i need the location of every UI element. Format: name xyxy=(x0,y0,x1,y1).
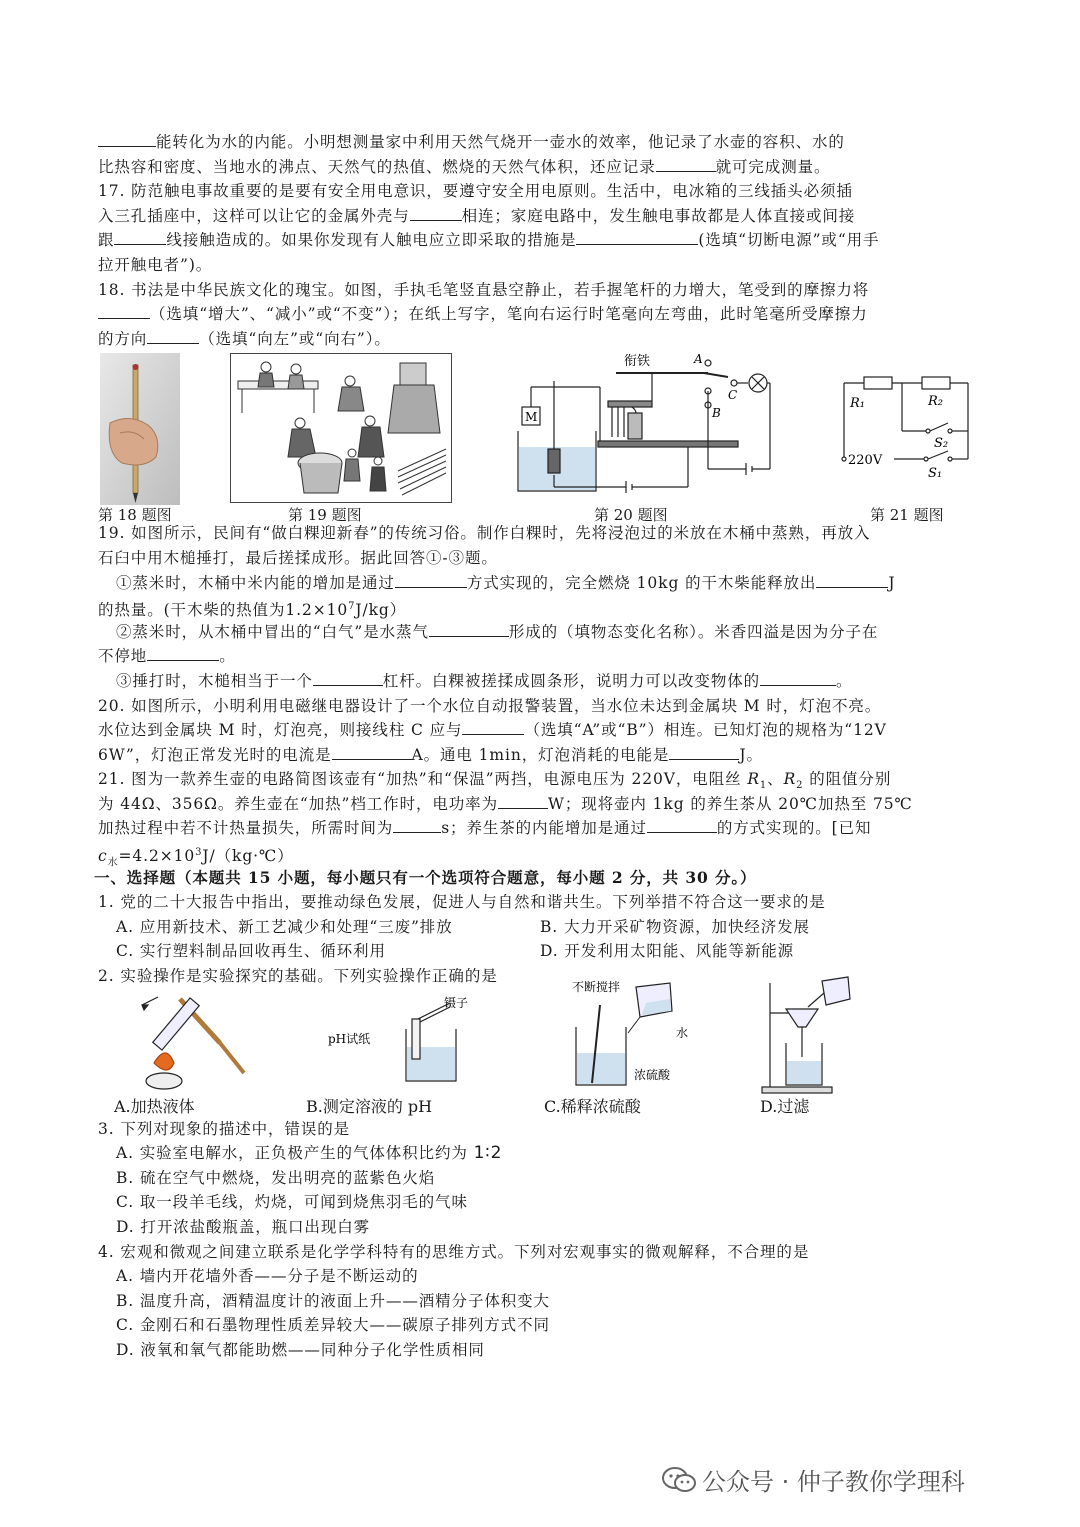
answer-blank[interactable] xyxy=(816,571,888,588)
q19-text: ） xyxy=(389,601,407,620)
q19-text: 不停地 xyxy=(98,647,148,666)
q19-text: J xyxy=(888,573,896,592)
q20-text: 20. 如图所示，小明利用电磁继电器设计了一个水位自动报警装置，当水位未达到金属块 M 时，灯泡不亮。 xyxy=(98,696,882,715)
fig21-kettle-circuit xyxy=(836,371,976,481)
fig20-label-m: M xyxy=(525,410,538,425)
c2-label-acid: 浓硫酸 xyxy=(634,1067,671,1082)
q18-line-2 xyxy=(98,302,988,327)
answer-blank[interactable] xyxy=(98,130,156,147)
heat-exponent: 7 xyxy=(348,601,356,613)
fig21-label-voltage: 220V xyxy=(848,453,883,469)
c4-option-b[interactable]: B. 温度升高，酒精温度计的液面上升——酒精分子体积变大 xyxy=(116,1291,550,1310)
answer-blank[interactable] xyxy=(395,571,467,588)
q18-text: 18. 书法是中华民族文化的瑰宝。如图，手执毛笔竖直悬空静止，若手握笔杆的力增大，笔受到的摩擦力将 xyxy=(98,280,870,299)
c1-stem: 1. 党的二十大报告中指出，要推动绿色发展，促进人与自然和谐共生。下列举措不符合这一要求的是 xyxy=(98,893,826,912)
c3-option-c[interactable]: C. 取一段羊毛线，灼烧，可闻到烧焦羽毛的气味 xyxy=(116,1193,468,1212)
q20-text: A。通电 1min，灯泡消耗的电能是 xyxy=(411,745,670,764)
fig18-brush-photo xyxy=(100,353,180,505)
answer-blank[interactable] xyxy=(647,816,717,833)
q21-text: 21. 图为一款养生壶的电路简图该壶有“加热”和“保温”两挡，电源电压为 220V，电阻丝 xyxy=(98,770,748,789)
wechat-icon xyxy=(662,1466,696,1500)
q18-text: （选填“向左”或“向右”）。 xyxy=(199,329,391,348)
c2-label-ph-paper: pH试纸 xyxy=(328,1031,371,1046)
q17-line-1 xyxy=(98,179,988,204)
fig20-label-armature: 衔铁 xyxy=(624,354,651,370)
answer-blank[interactable] xyxy=(114,228,166,245)
q21-line-3 xyxy=(98,816,988,841)
c1-option-d[interactable]: D. 开发利用太阳能、风能等新能源 xyxy=(540,942,795,961)
answer-blank[interactable] xyxy=(393,816,441,833)
q20-line-3 xyxy=(98,743,988,768)
answer-blank[interactable] xyxy=(429,620,509,637)
fig20-relay-circuit xyxy=(508,351,780,501)
q20-text: 6W”，灯泡正常发光时的电流是 xyxy=(98,745,332,764)
q17-text: 相连；家庭电路中，发生触电事故都是人体直接或间接 xyxy=(461,206,856,225)
q17-text: (选填“切断电源”或“用手 xyxy=(698,231,880,250)
q21-text: s；养生茶的内能增加是通过 xyxy=(441,819,647,838)
q19-sub2-line-2 xyxy=(98,644,988,669)
q19-text: 形成的（填物态变化名称）。米香四溢是因为分子在 xyxy=(508,622,879,641)
fig20-label-c: C xyxy=(728,388,738,403)
c4-stem: 4. 宏观和微观之间建立联系是化学学科特有的思维方式。下列对宏观事实的微观解释，不合理的是 xyxy=(98,1242,810,1261)
q21-text: 为 44Ω、356Ω。养生壶在“加热”档工作时，电功率为 xyxy=(98,794,498,813)
q17-text: 跟 xyxy=(98,231,115,250)
c2-option-a[interactable]: A.加热液体 xyxy=(114,1096,195,1116)
q21-text: W；现将壶内 1kg 的养生茶从 20℃加热至 75℃ xyxy=(548,794,913,813)
q17-text: 拉开触电者”)。 xyxy=(98,255,213,274)
answer-blank[interactable] xyxy=(656,155,716,172)
q17-line-4 xyxy=(98,253,988,278)
q19-line-1 xyxy=(98,521,988,546)
q19-text: 。 xyxy=(219,647,236,666)
fig20-caption: 第 20 题图 xyxy=(594,506,668,525)
answer-blank[interactable] xyxy=(313,669,383,686)
q19-sub3-line-1 xyxy=(98,669,988,694)
exam-page xyxy=(94,130,988,1363)
c2-option-d[interactable]: D.过滤 xyxy=(760,1096,810,1116)
q21-line-2 xyxy=(98,792,988,817)
fig21-caption: 第 21 题图 xyxy=(870,506,944,525)
answer-blank[interactable] xyxy=(332,743,412,760)
specific-heat-sub: 水 xyxy=(107,857,119,869)
answer-blank[interactable] xyxy=(498,792,548,809)
fig21-label-r1: R₁ xyxy=(850,396,865,412)
fig21-label-s1: S₁ xyxy=(928,466,943,482)
c3-option-a-text: A. 实验室电解水，正负极产生的气体体积比约为 xyxy=(116,1144,468,1163)
q19-text: ③捶打时，木槌相当于一个 xyxy=(116,671,313,690)
q19-text: 方式实现的，完全燃烧 10kg 的干木柴能释放出 xyxy=(466,573,817,592)
q21-text: 加热过程中若不计热量损失，所需时间为 xyxy=(98,819,394,838)
q16-line-1 xyxy=(98,130,988,155)
c2-fig-ph-test xyxy=(326,989,476,1089)
answer-blank[interactable] xyxy=(147,327,199,344)
q18-text: （选填“增大”、“减小”或“不变”）；在纸上写字，笔向右运行时笔毫向左弯曲，此时笔毫所受摩擦力 xyxy=(150,305,868,324)
answer-blank[interactable] xyxy=(410,204,462,221)
c2-fig-heating-liquid xyxy=(124,993,254,1093)
c1-options-row-1 xyxy=(98,915,988,940)
q21-line-4 xyxy=(98,841,988,869)
q19-sub2-line-1 xyxy=(98,620,988,645)
c3-stem: 3. 下列对现象的描述中，错误的是 xyxy=(98,1119,351,1138)
q19-text: ①蒸米时，木桶中米内能的增加是通过 xyxy=(116,573,395,592)
c3-option-a[interactable] xyxy=(98,1141,988,1166)
fig21-label-r2: R₂ xyxy=(928,394,943,410)
c4-option-c[interactable]: C. 金刚石和石墨物理性质差异较大——碳原子排列方式不同 xyxy=(116,1316,550,1335)
answer-blank[interactable] xyxy=(576,228,698,245)
q19-text: 石臼中用木槌捶打，最后搓揉成形。据此回答①-③题。 xyxy=(98,548,498,567)
answer-blank[interactable] xyxy=(98,302,150,319)
q21-line-1 xyxy=(98,767,988,792)
answer-blank[interactable] xyxy=(147,644,219,661)
c3-ratio: 1∶2 xyxy=(473,1143,503,1164)
c3-option-d[interactable]: D. 打开浓盐酸瓶盖，瓶口出现白雾 xyxy=(116,1218,371,1236)
q19-text: ②蒸米时，从木桶中冒出的“白气”是水蒸气 xyxy=(116,622,429,641)
fig20-label-b: B xyxy=(712,406,721,421)
c2-label-tweezers: 镊子 xyxy=(444,995,469,1010)
c2-fig-dilute-acid xyxy=(566,977,696,1089)
c2-label-stir: 不断搅拌 xyxy=(572,979,621,994)
answer-blank[interactable] xyxy=(669,743,739,760)
q18-line-1 xyxy=(98,278,988,303)
q19-sub1-line-1 xyxy=(98,571,988,596)
c2-label-water: 水 xyxy=(676,1025,689,1040)
section-title: 一、选择题（本题共 15 小题，每小题只有一个选项符合题意，每小题 2 分，共 30 分。） xyxy=(94,867,757,887)
resistor-r2: R xyxy=(783,770,797,789)
specific-heat-symbol: c xyxy=(98,847,108,866)
watermark xyxy=(662,1462,965,1500)
q20-text: J。 xyxy=(739,745,763,764)
q19-sub1-line-2 xyxy=(98,595,988,620)
q17-text: 线接触造成的。如果你发现有人触电应立即采取的措施是 xyxy=(166,231,577,250)
q20-line-2 xyxy=(98,718,988,743)
q19-text: 19. 如图所示，民间有“做白粿迎新春”的传统习俗。制作白粿时，先将浸泡过的米放在木桶中蒸熟，再放入 xyxy=(98,524,871,543)
fig20-label-a: A xyxy=(694,352,703,367)
q21-text: J/（kg·℃） xyxy=(202,847,294,866)
q17-text: 入三孔插座中，这样可以让它的金属外壳与 xyxy=(98,206,410,225)
q21-text: 的方式实现的。[已知 xyxy=(716,819,872,838)
q21-text: 的阻值分别 xyxy=(803,770,892,789)
q19-text: 杠杆。白粿被搓揉成圆条形，说明力可以改变物体的 xyxy=(382,671,761,690)
c1-option-a[interactable]: A. 应用新技术、新工艺减少和处理“三废”排放 xyxy=(116,917,453,936)
q21-text: 、 xyxy=(767,770,784,789)
q16-text: 就可完成测量。 xyxy=(715,157,831,176)
q18-line-3 xyxy=(98,327,988,352)
c4-option-d[interactable]: D. 液氧和氧气都能助燃——同种分子化学性质相同 xyxy=(116,1340,485,1359)
answer-blank[interactable] xyxy=(462,718,524,735)
q20-text: 水位达到金属块 M 时，灯泡亮，则接线柱 C 应与 xyxy=(98,721,463,740)
q17-line-2 xyxy=(98,204,988,229)
q21-text: =4.2×10 xyxy=(118,847,196,866)
q16-text: 比热容和密度、当地水的沸点、天然气的热值、燃烧的天然气体积，还应记录 xyxy=(98,157,656,176)
fig19-folk-scene xyxy=(230,353,452,503)
c2-option-c[interactable]: C.稀释浓硫酸 xyxy=(544,1096,641,1116)
specific-heat-exp: 3 xyxy=(195,847,203,859)
c1-options-row-2 xyxy=(98,939,988,964)
q17-text: 17. 防范触电事故重要的是要有安全用电意识，要遵守安全用电原则。生活中，电冰箱的三线插头必须插 xyxy=(98,182,853,201)
c2-stem: 2. 实验操作是实验探究的基础。下列实验操作正确的是 xyxy=(98,967,498,986)
q19-text: 。 xyxy=(836,671,853,690)
fig18-caption: 第 18 题图 xyxy=(98,506,172,525)
resistor-r2-sub: 2 xyxy=(796,780,804,792)
watermark-text: 公众号 · 仲子教你学理科 xyxy=(702,1468,965,1496)
c2-figures-row xyxy=(98,979,988,1117)
heat-unit: J/kg xyxy=(355,601,390,620)
q17-line-3 xyxy=(98,228,988,253)
q19-line-2 xyxy=(98,546,988,571)
resistor-r1: R xyxy=(747,770,760,789)
fig21-label-s2: S₂ xyxy=(934,436,949,452)
c4-option-a[interactable]: A. 墙内开花墙外香——分子是不断运动的 xyxy=(116,1267,419,1286)
q20-line-1 xyxy=(98,694,988,719)
c3-option-b[interactable]: B. 硫在空气中燃烧，发出明亮的蓝紫色火焰 xyxy=(116,1168,436,1187)
c2-fig-filtration xyxy=(758,973,858,1097)
c1-option-b[interactable]: B. 大力开采矿物资源，加快经济发展 xyxy=(540,917,810,936)
fig19-caption: 第 19 题图 xyxy=(288,506,362,525)
q20-text: （选填“A”或“B”）相连。已知灯泡的规格为“12V xyxy=(524,721,887,740)
answer-blank[interactable] xyxy=(760,669,836,686)
c1-option-c[interactable]: C. 实行塑料制品回收再生、循环利用 xyxy=(116,942,386,961)
q16-line-2 xyxy=(98,155,988,180)
heat-value: 1.2×10 xyxy=(285,601,349,620)
q19-text: 的热量。(干木柴的热值为 xyxy=(98,601,286,620)
c2-option-b[interactable]: B.测定溶液的 pH xyxy=(306,1096,433,1116)
q18-text: 的方向 xyxy=(98,329,148,348)
q16-text: 能转化为水的内能。小明想测量家中利用天然气烧开一壶水的效率，他记录了水壶的容积、水的 xyxy=(156,133,845,151)
figures-row xyxy=(98,351,988,525)
resistor-r1-sub: 1 xyxy=(759,780,768,792)
